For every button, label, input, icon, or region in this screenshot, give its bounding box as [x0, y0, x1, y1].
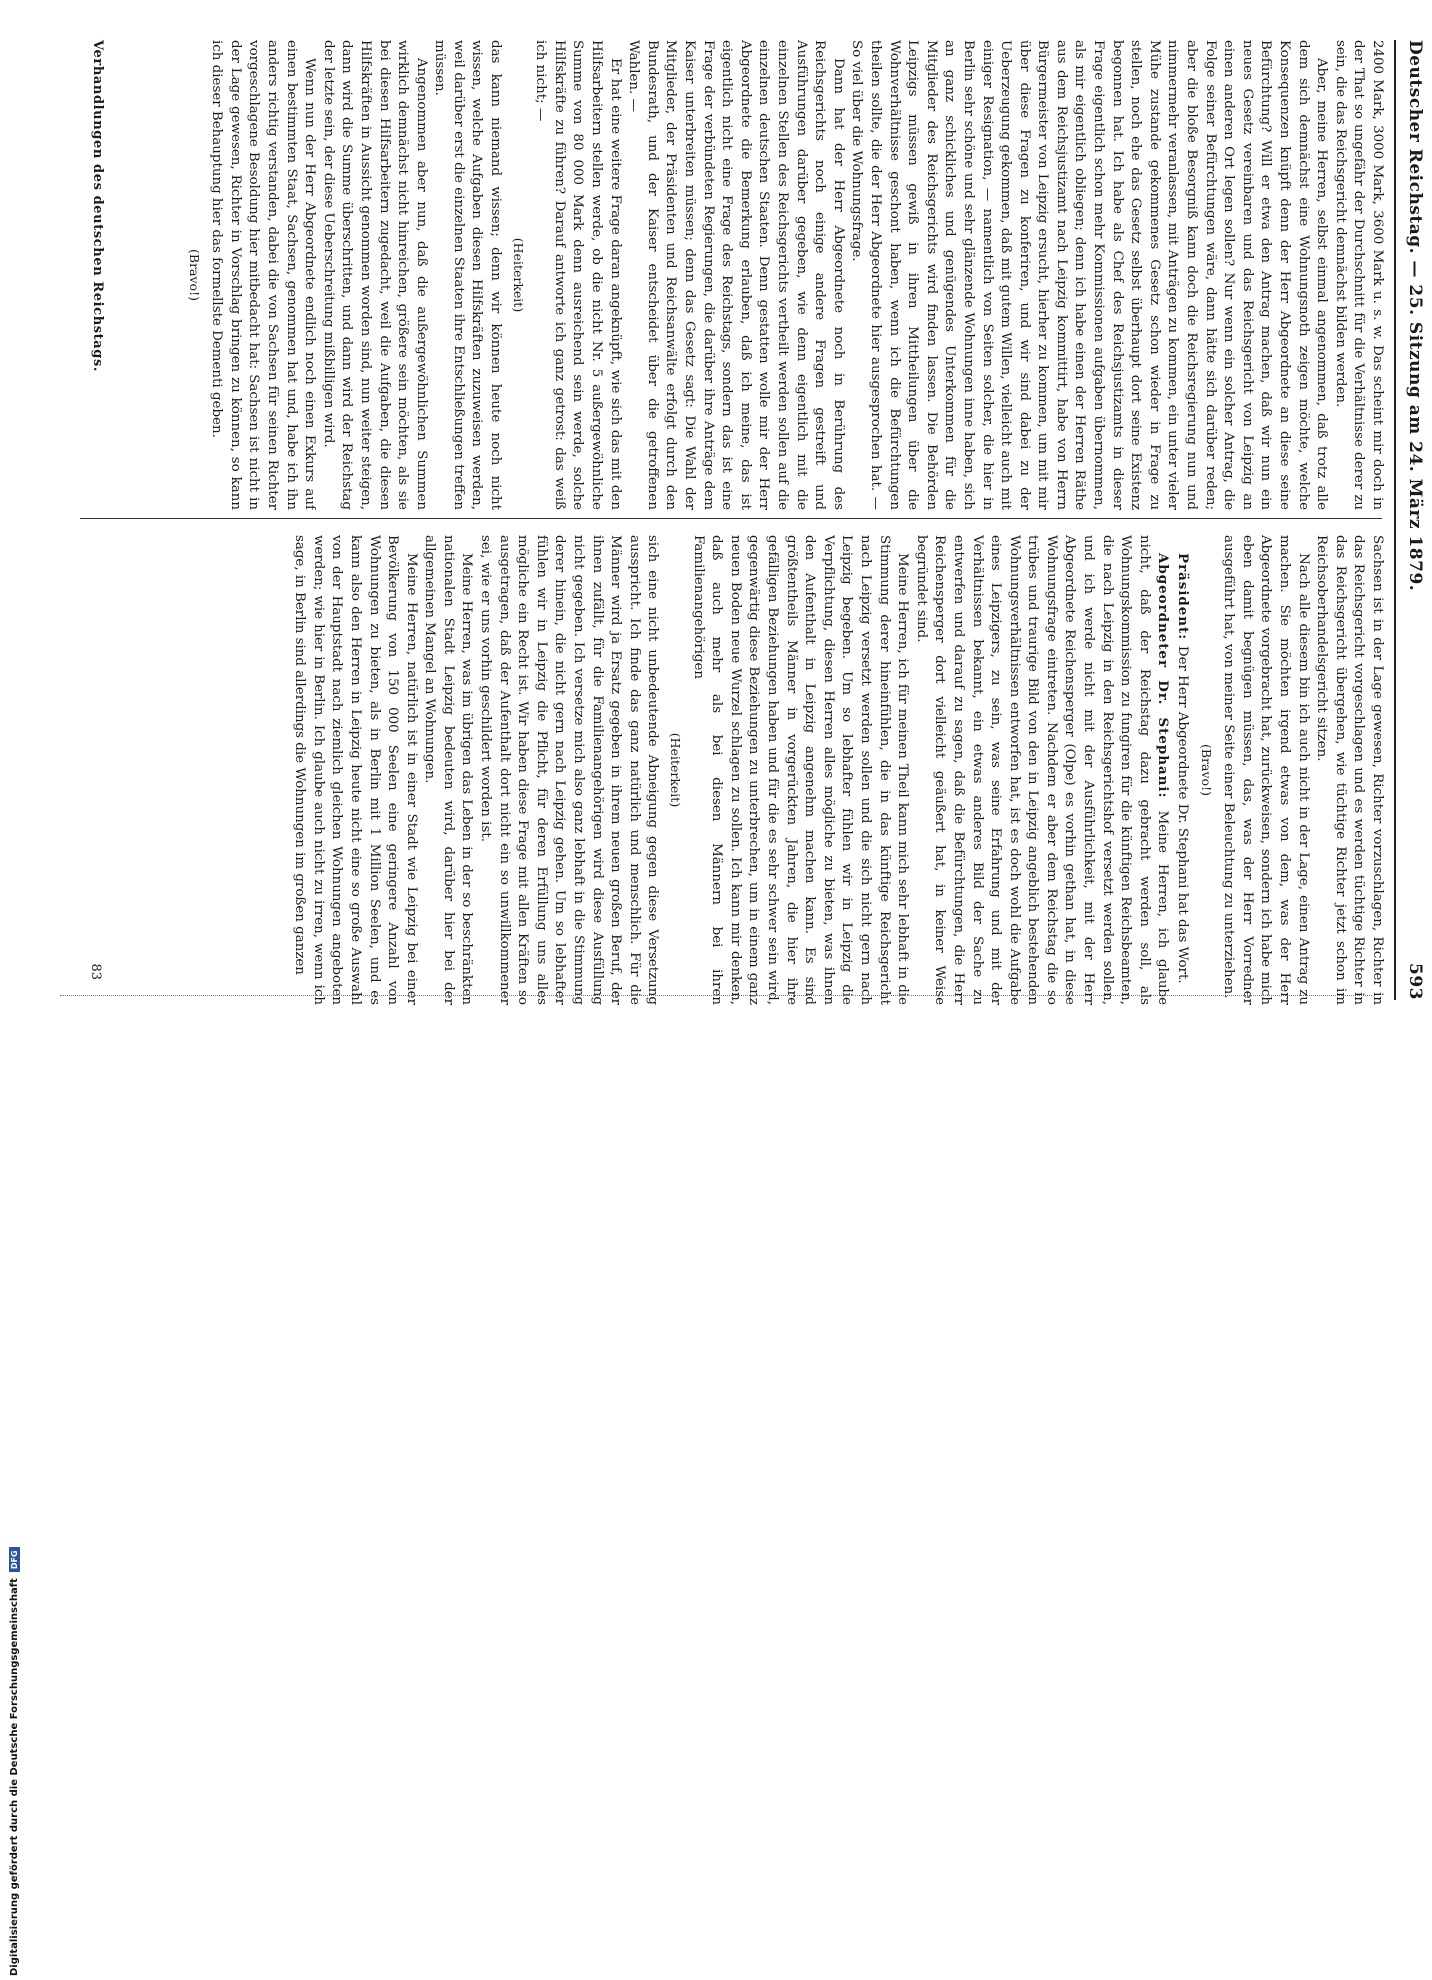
paragraph — [688, 535, 911, 1005]
paragraph-text: (Bravo!) — [186, 249, 202, 301]
paragraph-text: Sachsen ist in der Lage gewesen, Richter vorzuschlagen, Richter in das Reichsgericht vorgeschlagen und es werden tüchtige Richter in das Reichsgericht übergehen, wie tüchtige Richter jetzt schon im Reichsoberhandelsgericht sitzen. — [1314, 535, 1385, 1005]
paragraph-text: Meine Herren, ich für meinen Theil kann mich sehr lebhaft in die Stimmung derer hineinfühlen, die in das künftige Reichsgericht nach Leipzig versetzt werden sollen und die sich nicht gern nach Leipzig begeben. Um so lebhafter fühlen wir in Leipzig die Verpflichtung, diesen Herren alles mögliche zu bieten, was ihnen den Aufenthalt in Leipzig angenehm machen kann. Es sind größtentheils Männer in vorgerückten Jahren, die hier ihre gefälligen Beziehungen haben und für die es sehr schwer sein wird, gegenwärtig diese Beziehungen zu unterbrechen, um in einem ganz neuen Boden neue Wurzel schlagen zu sollen. Ich kann mir denken, daß auch mehr als bei diesen Männern bei ihren Familienangehörigen — [690, 535, 911, 1005]
running-header — [1400, 40, 1430, 1000]
paragraph — [1172, 535, 1192, 1005]
paragraph — [1219, 535, 1312, 1005]
paragraph — [420, 535, 476, 1005]
paragraph-text: (Bravo!) — [1198, 744, 1214, 796]
speaker-name: Abgeordneter Dr. Stephani: — [1155, 553, 1172, 811]
paragraph-text: Meine Herren, was im übrigen das Leben in der so beschränkten nationalen Stadt Leipzig bedeuten wird, darüber hier bei der allgemeinen Mangel an Wohnungen. — [422, 535, 475, 1005]
interjection — [1196, 535, 1215, 1005]
digitization-credit — [4, 976, 24, 1980]
paragraph-text: 2400 Mark, 3000 Mark, 3600 Mark u. s. w. Das scheint mir doch in der That so ungefähr der Durchschnitt für die Verhältnisse derer zu sein, die das Reichsgericht demnächst bilden werden. — [1332, 40, 1385, 510]
paragraph — [531, 40, 624, 510]
credit-text: Digitalisierung gefördert durch die Deutsche Forschungsgemeinschaft — [8, 1578, 20, 1976]
header-title: Deutscher Reichstag. — 25. Sitzung am 24. März 1879. — [1405, 40, 1425, 592]
paragraph — [1312, 535, 1386, 1005]
paragraph-text: Angenommen aber nun, daß die außergewöhnlichen Summen wirklich demnächst nicht hinreichen, größere sein möchten, als sie bei diesen Hilfsarbeitern zugedacht, weil die Aufgaben, die diesen Hilfskräften in Aussicht genommen worden sind, nun weiter steigen, dann wird die Summe überschritten, und dann wird der Reichstag der letzte sein, der diese Ueberschreitung mißbilligen wird. — [320, 40, 429, 510]
dfg-logo: DFG — [9, 1547, 20, 1572]
header-rule — [1394, 40, 1396, 1000]
paragraph-text: Wenn nun der Herr Abgeordnete endlich noch einen Exkurs auf einen bestimmten Staat, Sachsen, genommen hat und, habe ich ihn anders richtig verstanden, dabei die von Sachsen für seinen Richter vorgeschlagene Besoldung hier mitbedacht hat: Sachsen ist nicht in der Lage gewesen, Richter in Vorschlag bringen zu können, so kann ich dieser Behauptung hier das formellste Dementi geben. — [209, 40, 318, 510]
paragraph — [318, 40, 430, 510]
paragraph — [624, 40, 847, 510]
paragraph — [430, 40, 504, 510]
paragraph — [911, 535, 1172, 1005]
paragraph-text: Meine Herren, natürlich ist in einer Stadt wie Leipzig bei einer Bevölkerung von 150 000 Seelen eine geringere Anzahl von Wohnungen zu bieten, als in Berlin mit 1 Million Seelen, und es kann also den Herren in Leipzig heute nicht eine so große Auswahl von der Hauptstadt nach ziemlich gleichen Wohnungen angeboten werden; wie hier in Berlin. Ich glaube auch nicht zu irren, wenn ich sage, in Berlin sind allerdings die Wohnungen im großen ganzen — [292, 535, 419, 1005]
interjection — [184, 40, 203, 510]
header-page-number: 593 — [1405, 963, 1425, 1000]
paragraph-text: Dann hat der Herr Abgeordnete noch in Berührung des Reichsgerichts noch einige andere Fragen gestreift und Ausführungen darüber gegeben, wie denn eigentlich mit die einzelnen Stellen des Reichsgerichts vertheilt werden sollen auf die einzelnen deutschen Staaten. Denn gestatten wolle mir der Herr Abgeordnete die Bemerkung erlauben, daß ich meine, das ist eigentlich nicht eine Frage des Reichstags, sondern das ist eine Frage der verbündeten Regierungen, die darüber ihre Anträge dem Kaiser unterbreiten müssen; denn das Gesetz sagt: Die Wahl der Mitglieder, der Präsidenten und Reichsanwälte erfolgt durch den Bundesrath, und der Kaiser entscheidet über die getroffenen Wahlen. — — [626, 40, 846, 510]
paragraph-text: das kann niemand wissen; denn wir können heute noch nicht wissen, welche Aufgaben diesen Hilfskräften zuzuweisen werden, weil darüber erst die einzelnen Staaten ihre Entschließungen treffen müssen. — [432, 40, 504, 510]
paragraph-text: Nach alle diesem bin ich auch nicht in der Lage, einen Antrag zu machen. Sie möchten irgend etwas von dem, was der Herr Abgeordnete vorgebracht hat, zurückweisen, sondern ich habe mich eben damit begnügen müssen, das, was der Herr Vorredner ausgeführt hat, von meiner Seite einer Beleuchtung zu unterziehen. — [1221, 535, 1311, 1005]
footer-label: Verhandlungen des deutschen Reichstags. — [90, 40, 105, 373]
left-column — [180, 40, 1386, 510]
interjection — [508, 40, 527, 510]
paragraph-text: Der Herr Abgeordnete Dr. Stephani hat das Wort. — [1175, 645, 1191, 984]
paragraph-text: (Heiterkeit) — [668, 732, 684, 808]
interjection — [665, 535, 684, 1005]
page-signature-number: 83 — [88, 963, 103, 980]
paragraph-text: Aber, meine Herren, selbst einmal angenommen, daß trotz alle dem sich demnächst eine Wohnungsnoth zeigen möchte, welche Konsequenzen knüpft denn der Herr Abgeordnete an diese seine Befürchtung? Will er etwa den Antrag machen, daß wir nun ein neues Gesetz vereinbaren und das Reichsgericht von Leipzig an einen anderen Ort legen sollen? Nur wenn ein solcher Antrag, die Folge seiner Befürchtungen wäre, dann hätte sich darüber reden; aber die bloße Besorgniß kann doch die Reichsregierung nun und nimmermehr veranlassen, mit Anträgen zu kommen, ein unter vieler Mühe zustande gekommenes Gesetz schon wieder in Frage zu stellen, noch ehe das Gesetz selbst überhaupt dort seine Existenz begonnen hat. Ich habe als Chef des Reichsjustizamts in dieser Frage eigentlich schon mehr Kommissionen aufgaben übernommen, als mir eigentlich obliegen; denn ich habe einen der Herren Räthe aus dem Reichsjustizamt nach Leipzig kommittirt, habe von Herrn Bürgermeister von Leipzig ersucht, hierher zu kommen, um mit mir über diese Fragen zu konferiren, und wir sind dabei zu der Ueberzeugung gekommen, daß mit gutem Willen, vielleicht auch mit einiger Resignation, — namentlich von Seiten solcher, die hier in Berlin sehr schöne und sehr glänzende Wohnungen inne haben, sich an ganz schickliches und genügendes Unterkommen für die Mitglieder des Reichsgerichts wird finden lassen. Die Behörden Leipzigs müssen gewiß in ihren Mittheilungen über die Wohnverhältnisse geschont haben, wenn ich die Befürchtungen theilen sollte, die der Herr Abgeordnete hier ausgesprochen hat. — So viel über die Wohnungsfrage. — [849, 40, 1330, 510]
paragraph-text: (Heiterkeit) — [510, 237, 526, 313]
right-column — [290, 535, 1386, 1005]
speaker-name: Präsident: — [1175, 553, 1192, 646]
scan-edge — [60, 993, 1372, 996]
column-divider — [80, 518, 1382, 519]
paragraph — [1330, 40, 1386, 510]
paragraph — [847, 40, 1330, 510]
rotated-text-block — [50, 0, 1430, 1040]
paragraph-text: sich eine nicht unbedeutende Abneigung gegen diese Versetzung ausspricht. Ich finde das ganz natürlich und menschlich. Für die Männer wird ja Ersatz gegeben in ihrem neuen großen Beruf, der ihnen zufällt, für die Familienangehörigen wird diese Ausfüllung nicht gegeben. Ich versetze mich also ganz lebhaft in die Stimmung derer hinein, die nicht gern nach Leipzig gehen. Um so lebhafter fühlen wir in Leipzig die Pflicht, für deren Erfüllung uns alles mögliche ein Recht ist. Wir haben diese Frage mit allen Kräften so ausgetragen, daß der Aufenthalt dort nicht ein so unwillkommener sei, wie er uns vorhin geschildert worden ist. — [478, 535, 661, 1005]
paragraph — [476, 535, 662, 1005]
paragraph-text: Meine Herren, ich glaube nicht, daß der Reichstag dazu gebracht werden soll, als Wohnungskommission zu fungiren für die künftigen Reichsbeamten, die nach Leipzig in den Reichsgerichtshof versetzt werden sollen, und ich werde nicht mit der Ausführlichkeit, mit der Herr Abgeordnete Reichensperger (Olpe) es vorhin gethan hat, in diese Wohnungsfrage eintreten. Nachdem er aber dem Reichstag die so trübes und traurige Bild von den in Leipzig angeblich bestehenden Wohnungsverhältnissen entworfen hat, ist es doch wohl die Aufgabe eines Leipzigers, zu sein, was seine Erfahrung und mit der Verhältnissen bekannt, ein etwas anderes Bild der Sache zu entwerfen und darauf zu sagen, daß die Befürchtungen, die Herr Reichensperger dort vielleicht geäußert hat, in keiner Weise begründet sind. — [913, 535, 1171, 1005]
paragraph-text: Er hat eine weitere Frage daran angeknüpft, wie sich das mit den Hilfsarbeitern stellen werde, ob die nicht Nr. 5 außergewöhnliche Summe von 80 000 Mark denn ausreichend sein werde, solche Hilfskräfte zu führen? Darauf antworte ich ganz getrost: das weiß ich nicht; — — [533, 40, 623, 510]
paragraph — [207, 40, 319, 510]
paragraph — [290, 535, 420, 1005]
